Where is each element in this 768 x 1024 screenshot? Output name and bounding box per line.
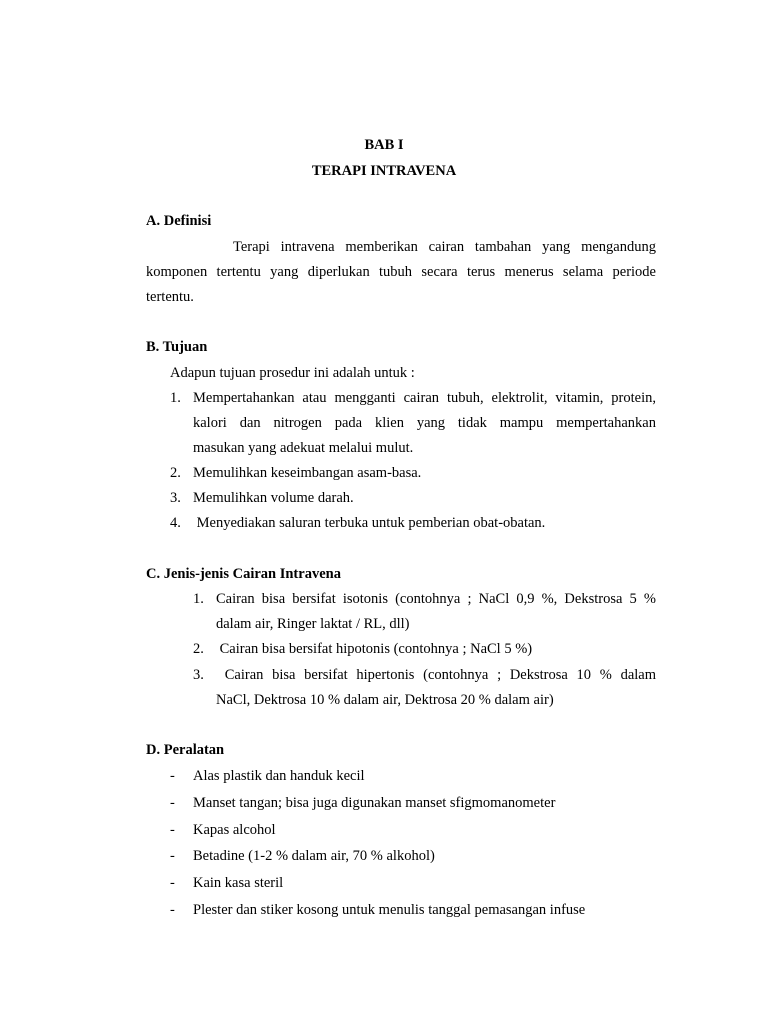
tujuan-intro: Adapun tujuan prosedur ini adalah untuk : [170,365,415,381]
peralatan-item: Betadine (1-2 % dalam air, 70 % alkohol) [193,848,435,864]
peralatan-item: Manset tangan; bisa juga digunakan manset sfigmomanometer [193,795,556,811]
tujuan-item-1-line-2: kalori dan nitrogen pada klien yang tidak mampu mempertahankan [193,415,656,431]
definition-line-2: komponen tertentu yang diperlukan tubuh secara terus menerus selama periode [146,264,656,280]
section-d-heading: D. Peralatan [146,742,225,758]
peralatan-item: Kapas alcohol [193,822,276,838]
peralatan-item: Alas plastik dan handuk kecil [193,768,365,784]
tujuan-item-2: Memulihkan keseimbangan asam-basa. [193,465,422,481]
page-title: TERAPI INTRAVENA [311,163,457,179]
cairan-item-1-line-1: Cairan bisa bersifat isotonis (contohnya ; NaCl 0,9 %, Dekstrosa 5 % [216,591,656,607]
bullet-dash: - [170,875,175,891]
tujuan-item-number: 2. [170,465,181,481]
cairan-item-number: 3. [193,667,204,683]
section-c-heading: C. Jenis-jenis Cairan Intravena [146,566,341,582]
definition-line-3: tertentu. [146,289,194,305]
tujuan-item-4: Menyediakan saluran terbuka untuk pemberian obat-obatan. [193,515,546,531]
tujuan-item-number: 4. [170,515,181,531]
bullet-dash: - [170,768,175,784]
tujuan-item-1-line-3: masukan yang adekuat melalui mulut. [193,440,414,456]
chapter-label: BAB I [364,137,404,153]
tujuan-item-3: Memulihkan volume darah. [193,490,354,506]
peralatan-item: Kain kasa steril [193,875,284,891]
peralatan-item: Plester dan stiker kosong untuk menulis tanggal pemasangan infuse [193,902,586,918]
bullet-dash: - [170,848,175,864]
cairan-item-2: Cairan bisa bersifat hipotonis (contohnya ; NaCl 5 %) [216,641,533,657]
bullet-dash: - [170,902,175,918]
tujuan-item-number: 3. [170,490,181,506]
cairan-item-3-line-1: Cairan bisa bersifat hipertonis (contohnya ; Dekstrosa 10 % dalam [216,667,656,683]
cairan-item-1-line-2: dalam air, Ringer laktat / RL, dll) [216,616,410,632]
bullet-dash: - [170,795,175,811]
cairan-item-number: 2. [193,641,204,657]
section-a-heading: A. Definisi [146,213,212,229]
definition-line-1: Terapi intravena memberikan cairan tambahan yang mengandung [233,239,656,255]
tujuan-item-1-line-1: Mempertahankan atau mengganti cairan tubuh, elektrolit, vitamin, protein, [193,390,656,406]
cairan-item-number: 1. [193,591,204,607]
cairan-item-3-line-2: NaCl, Dektrosa 10 % dalam air, Dektrosa 20 % dalam air) [216,692,554,708]
tujuan-item-number: 1. [170,390,181,406]
bullet-dash: - [170,822,175,838]
section-b-heading: B. Tujuan [146,339,208,355]
